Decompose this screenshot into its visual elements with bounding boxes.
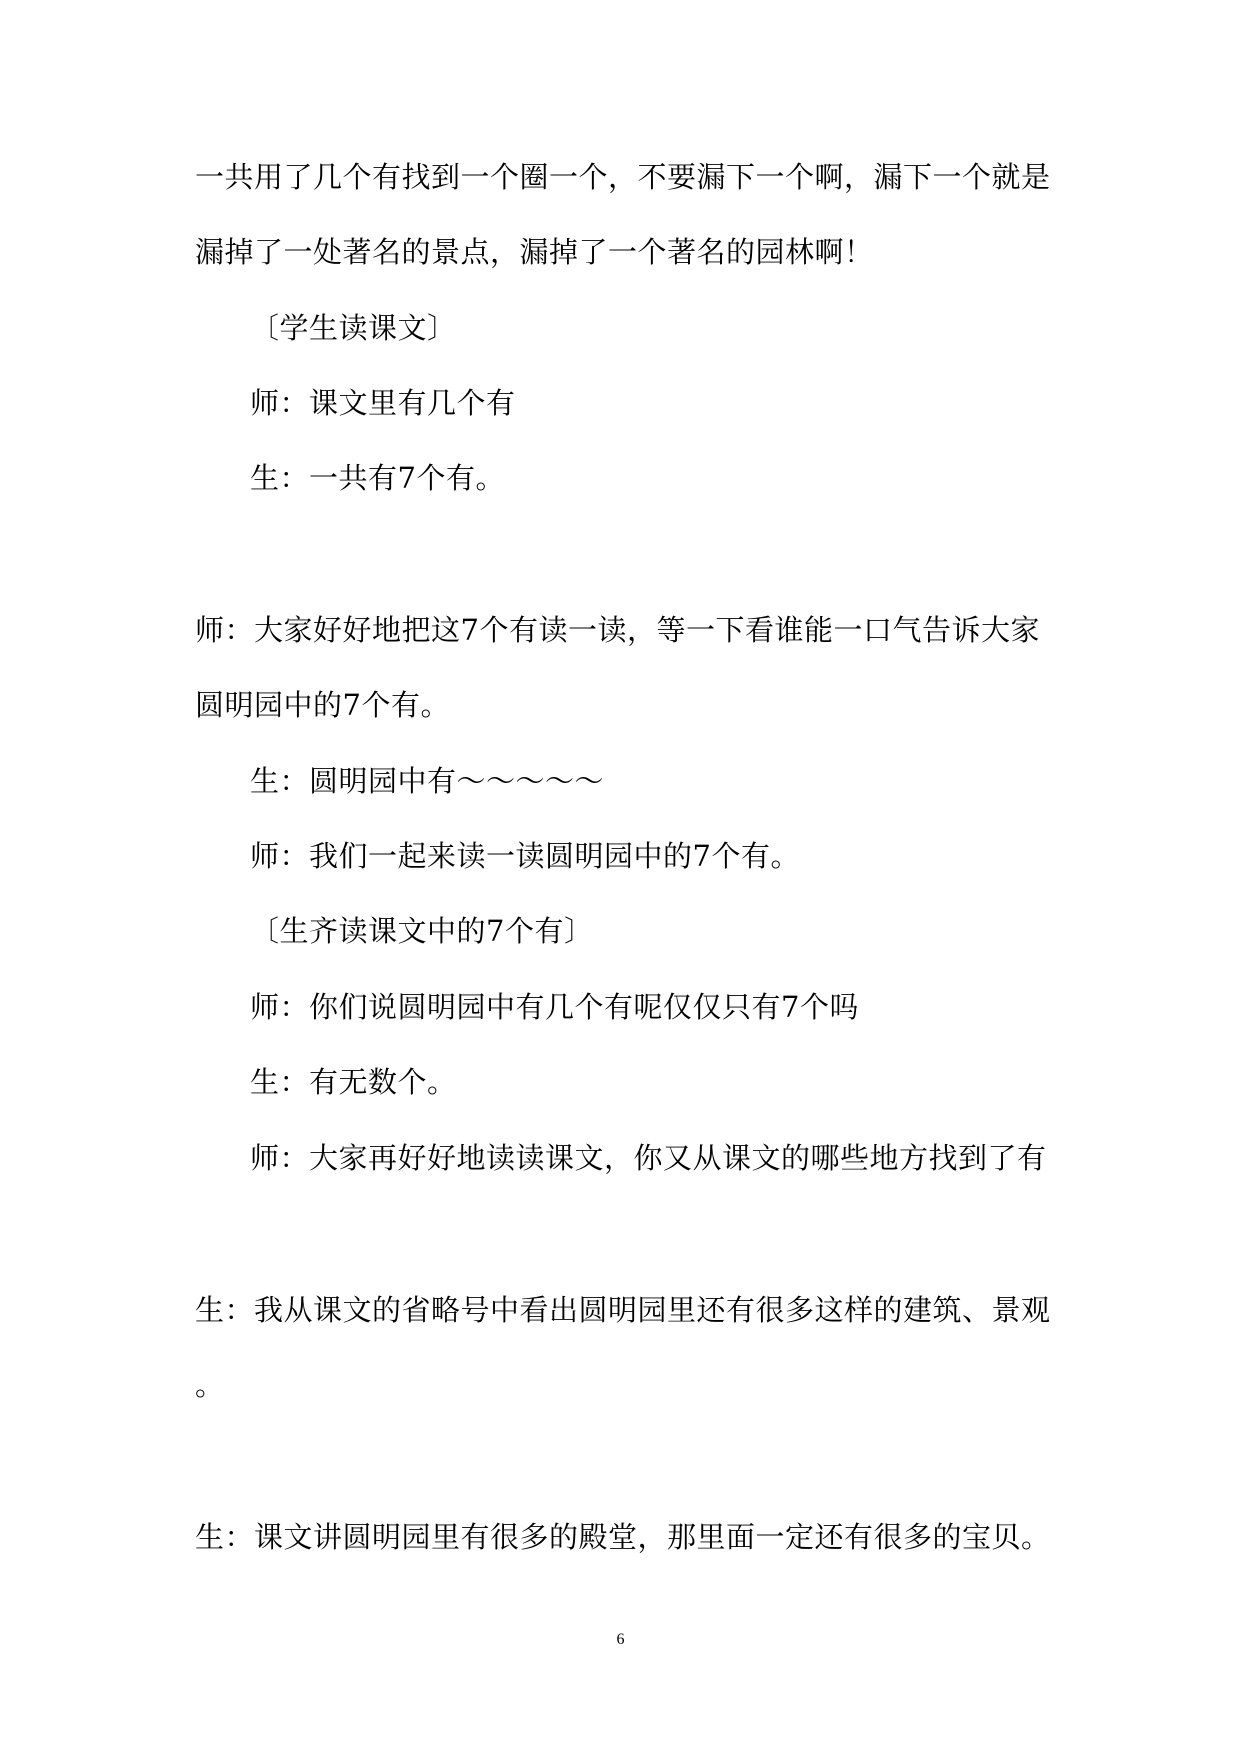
paragraph-line: 。 [195, 1368, 225, 1402]
paragraph-line: 漏掉了一处著名的景点，漏掉了一个著名的园林啊！ [195, 235, 874, 269]
teacher-line: 师：大家再好好地读读课文，你又从课文的哪些地方找到了有 [250, 1141, 1047, 1175]
teacher-line: 师：课文里有几个有 [250, 386, 516, 420]
paragraph-line: 一共用了几个有找到一个圈一个，不要漏下一个啊，漏下一个就是 [195, 160, 1051, 194]
student-line: 生：一共有7个有。 [250, 461, 505, 495]
teacher-line: 师：大家好好地把这7个有读一读，等一下看谁能一口气告诉大家 [195, 613, 1040, 647]
student-line: 生：我从课文的省略号中看出圆明园里还有很多这样的建筑、景观 [195, 1293, 1051, 1327]
student-line: 生：有无数个。 [250, 1065, 457, 1099]
teacher-line: 师：我们一起来读一读圆明园中的7个有。 [250, 839, 800, 873]
student-line: 生：课文讲圆明园里有很多的殿堂，那里面一定还有很多的宝贝。 [195, 1520, 1051, 1554]
page-number: 6 [616, 1631, 625, 1648]
teacher-line: 师：你们说圆明园中有几个有呢仅仅只有7个吗 [250, 990, 859, 1024]
stage-direction: 〔学生读课文〕 [250, 311, 457, 345]
paragraph-line: 圆明园中的7个有。 [195, 688, 450, 722]
student-line: 生：圆明园中有～～～～～ [250, 764, 605, 798]
stage-direction: 〔生齐读课文中的7个有〕 [250, 914, 594, 948]
